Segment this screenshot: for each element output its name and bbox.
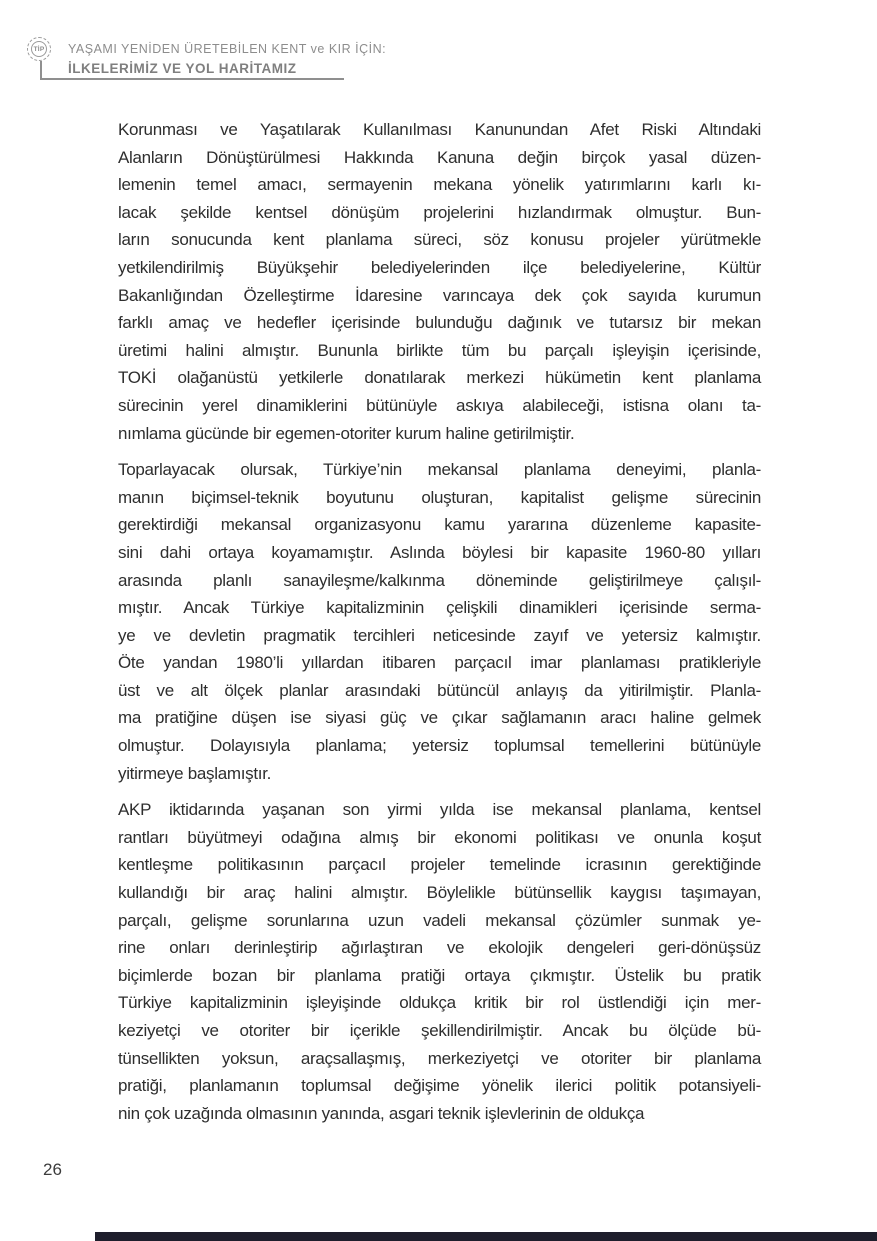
logo-connector-line (40, 61, 42, 79)
text-line: rine onları derinleştirip ağırlaştıran ve ekolojik dengeleri geri-dönüşsüz (118, 938, 761, 958)
text-line: lemenin temel amacı, sermayenin mekana yönelik yatırımlarını karlı kı- (118, 175, 761, 195)
text-line: parçalı, gelişme sorunlarına uzun vadeli mekansal çözümler sunmak ye- (118, 910, 761, 930)
text-line: sürecinin yerel dinamiklerini bütünüyle askıya alabileceği, istisna olanı ta- (118, 395, 761, 415)
text-line: sini dahi ortaya koyamamıştır. Aslında böylesi bir kapasite 1960-80 yılları (118, 542, 761, 562)
paragraph (118, 116, 761, 447)
text-line: olmuştur. Dolayısıyla planlama; yetersiz toplumsal temellerini bütünüyle (118, 736, 761, 756)
text-line: biçimlerde bozan bir planlama pratiği ortaya çıkmıştır. Üstelik bu pratik (118, 965, 761, 985)
text-line: gerektirdiği mekansal organizasyonu kamu yararına düzenleme kapasite- (118, 515, 761, 535)
text-line: üretimi halini almıştır. Bununla birlikte tüm bu parçalı işleyişin içerisinde, (118, 340, 761, 360)
text-line: nımlama gücünde bir egemen-otoriter kurum haline getirilmiştir. (118, 423, 575, 443)
page-number: 26 (43, 1160, 62, 1179)
tip-party-emblem-icon (27, 37, 51, 61)
text-line: yetkilendirilmiş Büyükşehir belediyelerinden ilçe belediyelerine, Kültür (118, 257, 761, 277)
text-line: mıştır. Ancak Türkiye kapitalizminin çelişkili dinamikleri içerisinde serma- (118, 598, 761, 618)
text-line: ma pratiğine düşen ise siyasi güç ve çıkar sağlamanın aracı haline gelmek (118, 708, 761, 728)
header-divider (40, 78, 344, 80)
text-line: Türkiye kapitalizminin işleyişinde oldukça kritik bir rol üstlendiği için mer- (118, 993, 761, 1013)
text-line: arasında planlı sanayileşme/kalkınma döneminde geliştirilmeye çalışıl- (118, 570, 761, 590)
text-line: rantları büyütmeyi odağına almış bir ekonomi politikası ve onunla koşut (118, 827, 761, 847)
text-line: lacak şekilde kentsel dönüşüm projelerini hızlandırmak olmuştur. Bun- (118, 202, 761, 222)
text-line: üst ve alt ölçek planlar arasındaki bütüncül anlayış da yitirilmiştir. Planla- (118, 680, 761, 700)
text-line: Toparlayacak olursak, Türkiye’nin mekansal planlama deneyimi, planla- (118, 460, 761, 480)
text-line: pratiği, planlamanın toplumsal değişime yönelik ilerici politik potansiyeli- (118, 1076, 761, 1096)
text-line: farklı amaç ve hedefler içerisinde bulunduğu dağınık ve tutarsız bir mekan (118, 313, 761, 333)
header-title-line1: YAŞAMI YENİDEN ÜRETEBİLEN KENT ve KIR İÇİN: (68, 42, 387, 56)
text-line: manın biçimsel-teknik boyutunu oluşturan, kapitalist gelişme sürecinin (118, 487, 761, 507)
text-line: yitirmeye başlamıştır. (118, 763, 272, 783)
paragraph (118, 796, 761, 1127)
text-line: nin çok uzağında olmasının yanında, asgari teknik işlevlerinin de oldukça (118, 1103, 645, 1123)
text-line: ye ve devletin pragmatik tercihleri neticesinde zayıf ve yetersiz kalmıştır. (118, 625, 761, 645)
paragraph (118, 456, 761, 787)
text-line: tünsellikten yoksun, araçsallaşmış, merkeziyetçi ve otoriter bir planlama (118, 1048, 761, 1068)
text-line: AKP iktidarında yaşanan son yirmi yılda ise mekansal planlama, kentsel (118, 800, 761, 820)
running-header (68, 42, 386, 76)
text-line: Korunması ve Yaşatılarak Kullanılması Kanunundan Afet Riski Altındaki (118, 120, 761, 139)
header-title-line2: İLKELERİMİZ VE YOL HARİTAMIZ (68, 61, 297, 76)
text-line: keziyetçi ve otoriter bir içerikle şekillendirilmiştir. Ancak bu ölçüde bü- (118, 1021, 761, 1040)
text-line: TOKİ olağanüstü yetkilerle donatılarak merkezi hükümetin kent planlama (118, 368, 761, 388)
body-text (118, 116, 761, 1136)
text-line: Bakanlığından Özelleştirme İdaresine varıncaya dek çok sayıda kurumun (118, 285, 761, 305)
text-line: kullandığı bir araç halini almıştır. Böylelikle bütünsellik kaygısı taşımayan, (118, 883, 761, 903)
text-line: kentleşme politikasının parçacıl projeler temelinde icrasının gerektiğinde (118, 855, 761, 875)
bottom-edge-bar (95, 1232, 877, 1241)
text-line: Öte yandan 1980’li yıllardan itibaren parçacıl imar planlaması pratikleriyle (118, 653, 761, 673)
logo-text: TİP (31, 41, 47, 57)
text-line: Alanların Dönüştürülmesi Hakkında Kanuna değin birçok yasal düzen- (118, 147, 761, 167)
text-line: ların sonucunda kent planlama süreci, söz konusu projeler yürütmekle (118, 230, 761, 250)
